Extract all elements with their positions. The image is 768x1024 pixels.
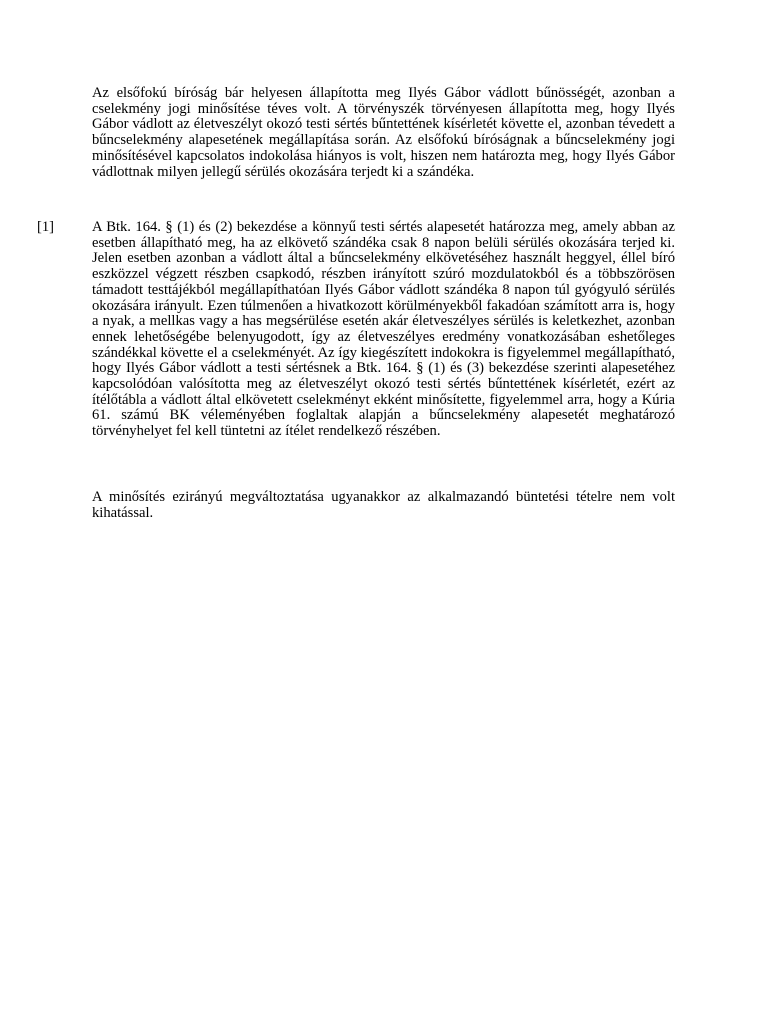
paragraph-conclusion: A minősítés ezirányú megváltoztatása ugyanakkor az alkalmazandó büntetési tételre nem volt kihatással. [92,489,675,521]
paragraph-number: [1] [37,219,55,235]
paragraph-legal-reasoning: A Btk. 164. § (1) és (2) bekezdése a könnyű testi sértés alapesetét határozza meg, amely abban az esetben állapítható meg, ha az elkövető szándéka csak 8 napon belüli sérülés okozására terjed ki. Jelen esetben azonban a vádlott által a bűncselekmény elkövetéséhez használt heggyel, éllel bíró eszközzel végzett részben csapkodó, részben irányított szúró mozdulatokból és a többszörösen támadott testtájékból megállapíthatóan Ilyés Gábor vádlott szándéka 8 napon túl gyógyuló sérülés okozására irányult. Ezen túlmenően a hivatkozott körülményekből fakadóan számított arra is, hogy a nyak, a mellkas vagy a has megsérülése esetén akár életveszélyes sérülés is keletkezhet, azonban ennek lehetőségébe belenyugodott, így az életveszélyes eredmény vonatkozásában eshetőleges szándékkal követte el a cselekményét. Az így kiegészített indokokra is figyelemmel megállapítható, hogy Ilyés Gábor vádlott a testi sértésnek a Btk. 164. § (1) és (3) bekezdése szerinti alapesetéhez kapcsolódóan valósította meg az életveszélyt okozó testi sértés bűntettének kísérletét, ezért az ítélőtábla a vádlott által elkövetett cselekményt ekként minősítette, figyelemmel arra, hogy a Kúria 61. számú BK véleményében foglaltak alapján a bűncselekmény alapesetét meghatározó törvényhelyet fel kell tüntetni az ítélet rendelkező részében. [92,219,675,440]
paragraph-intro: Az elsőfokú bíróság bár helyesen állapította meg Ilyés Gábor vádlott bűnösségét, azonban a cselekmény jogi minősítése téves volt. A törvényszék törvényesen állapította meg, hogy Ilyés Gábor vádlott az életveszélyt okozó testi sértés bűntettének kísérletét követte el, azonban tévedett a bűncselekmény alapesetének megállapítása során. Az elsőfokú bíróságnak a bűncselekmény jogi minősítésével kapcsolatos indokolása hiányos is volt, hiszen nem határozta meg, hogy Ilyés Gábor vádlottnak milyen jellegű sérülés okozására terjedt ki a szándéka. [92,85,675,180]
